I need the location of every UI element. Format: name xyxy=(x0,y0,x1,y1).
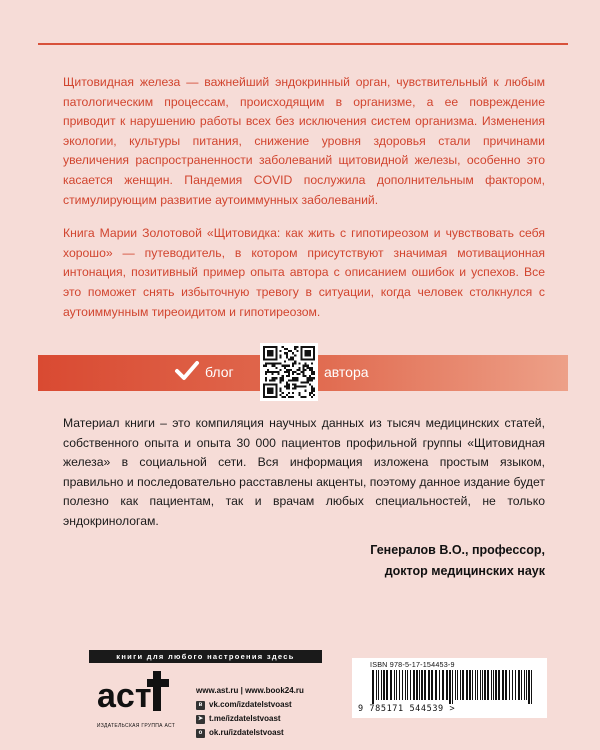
site-links[interactable] xyxy=(196,684,304,698)
vk-link[interactable] xyxy=(196,698,304,712)
author-name: Генералов В.О., профессор, xyxy=(370,543,545,557)
barcode-image xyxy=(368,670,538,704)
tg-url[interactable]: t.me/izdatelstvoast xyxy=(209,714,281,723)
review-text: Материал книги – это компиляция научных данных из тысяч медицинских статей, собственного опыта и опыта 30 000 пациентов профильной группы «Щитовидная железа» в социальной сети. Вся информация изложена простым языком, правильно и последовательно расставлены акценты, поэтому данное издание будет полезно как пациентам, так и врачам любых специальностей, не только эндокринологам. xyxy=(63,416,545,528)
tg-link[interactable] xyxy=(196,712,304,726)
site-urls[interactable]: www.ast.ru | www.book24.ru xyxy=(196,686,304,695)
publisher-links xyxy=(196,684,304,740)
ok-icon: о xyxy=(196,729,205,738)
author-word: автора xyxy=(324,364,369,380)
vk-url[interactable]: vk.com/izdatelstvoast xyxy=(209,700,292,709)
vk-icon: в xyxy=(196,701,205,710)
ok-link[interactable] xyxy=(196,726,304,740)
logo-text: аст xyxy=(97,677,152,715)
slogan-bar: книги для любого настроения здесь xyxy=(89,650,322,663)
blog-word: блог xyxy=(205,364,234,380)
intro-paragraph-1: Щитовидная железа — важнейший эндокринный орган, чувствительный к любым патологическим процессам, происходящим в организме, а ее повреждение приводит к нарушению работы всех без исключения систем организма. Изменения экологии, культуры питания, снижение уровня здоровья стали причинами увеличения распространенности заболеваний щитовидной железы, особенно это касается женщин. Пандемия COVID послужила дополнительным фактором, стимулирующим развитие аутоиммунных заболеваний. xyxy=(63,75,545,207)
author-title: доктор медицинских наук xyxy=(384,564,545,578)
intro-text xyxy=(63,73,545,336)
qr-code[interactable] xyxy=(260,343,318,401)
telegram-icon: ➤ xyxy=(197,715,204,722)
barcode-digits: 9 785171 544539 > xyxy=(358,704,456,714)
publisher-name: ИЗДАТЕЛЬСКАЯ ГРУППА АСТ xyxy=(96,723,176,729)
isbn: ISBN 978-5-17-154453-9 xyxy=(370,660,455,669)
ok-url[interactable]: ok.ru/izdatelstvoast xyxy=(209,728,284,737)
check-icon xyxy=(174,359,200,383)
barcode-box xyxy=(352,658,547,718)
qr-code-image xyxy=(263,346,315,398)
top-rule xyxy=(38,43,568,45)
review-author xyxy=(370,540,545,582)
intro-paragraph-2: Книга Марии Золотовой «Щитовидка: как жить с гипотиреозом и чувствовать себя хорошо» — путеводитель, в котором присутствуют значимая мотивационная интонация, позитивный пример опыта автора с описанием ошибок и успехов. Все это поможет снять избыточную тревогу в ситуации, когда человек столкнулся с аутоиммунным тиреоидитом и гипотиреозом. xyxy=(63,226,545,319)
ast-logo xyxy=(95,667,175,723)
